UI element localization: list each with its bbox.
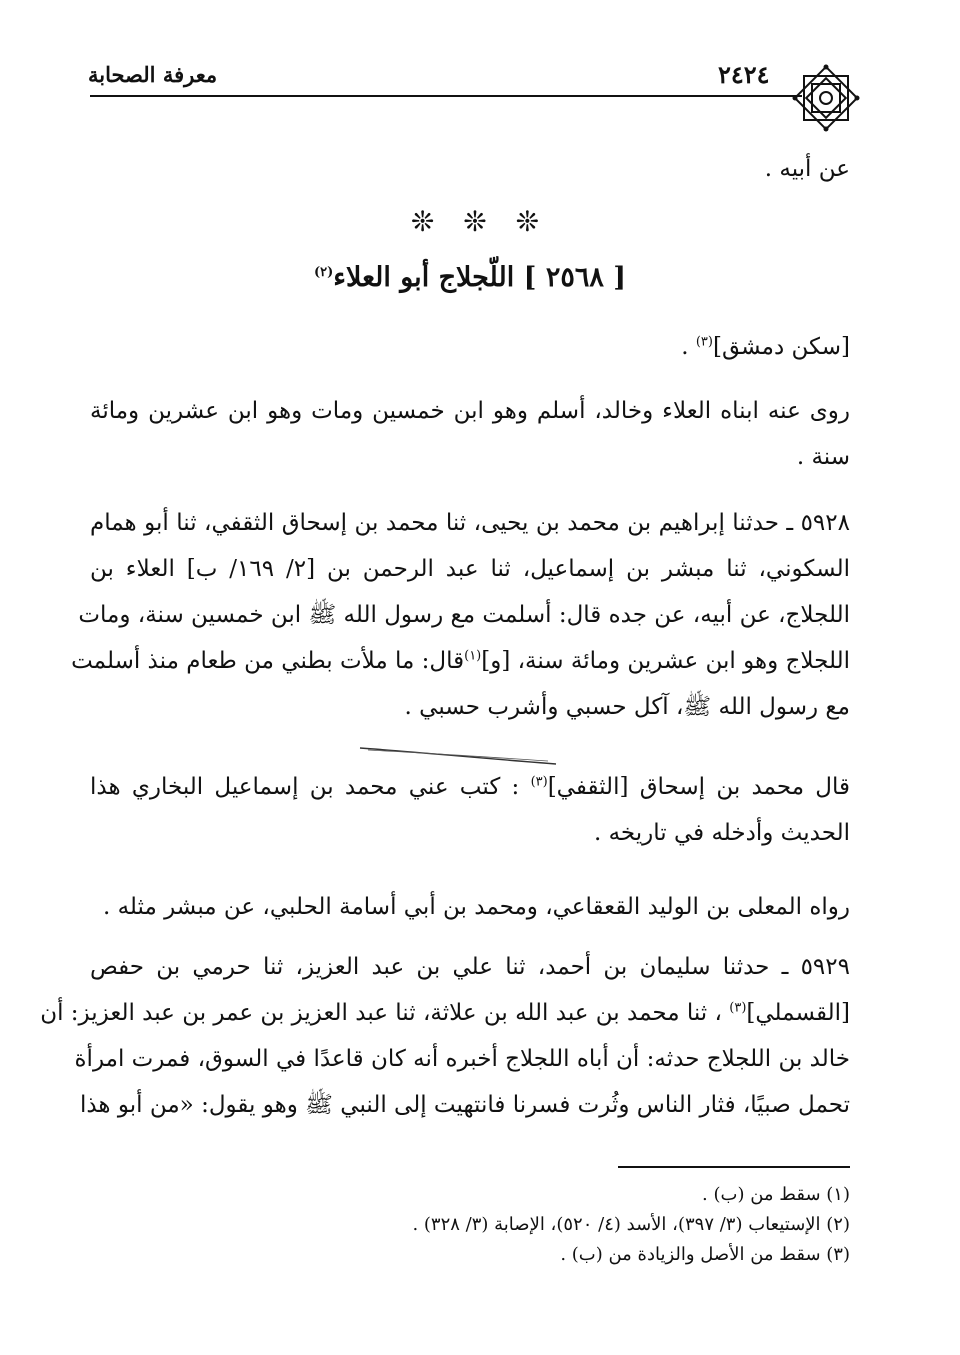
footnote-ref: (٢) xyxy=(313,265,334,280)
footnote-ref: (١) xyxy=(464,648,482,664)
hadith-5929 xyxy=(40,944,850,1128)
text-line: خالد بن اللجلاج حدثه: أن أباه اللجلاج أخبره أنه كان قاعدًا في السوق، فمرت امرأة xyxy=(74,1046,850,1072)
residence-text: [سكن دمشق] xyxy=(712,334,850,360)
running-title: معرفة الصحابة xyxy=(88,62,218,87)
octagram-ornament-icon xyxy=(790,62,862,134)
entry-name: اللّجلاج أبو العلاء xyxy=(333,262,515,293)
entry-heading xyxy=(90,262,850,293)
footnote-rule xyxy=(618,1166,850,1168)
text-segment: [القسملي] xyxy=(746,1000,850,1026)
section-separator: ❊ ❊ ❊ xyxy=(410,205,550,238)
footnote-ref: (٣) xyxy=(729,1000,747,1016)
riwaya-line xyxy=(90,884,850,930)
text-segment: قال محمد بن إسحاق [الثقفي] xyxy=(547,774,850,800)
opening-line xyxy=(90,146,850,192)
text-line xyxy=(90,764,850,810)
footnotes xyxy=(90,1180,850,1270)
footnote-ref: (٣) xyxy=(530,774,548,790)
footnote-2: (٢) الإستيعاب (٣/ ٣٩٧)، الأسد (٤/ ٥٢٠)، الإصابة (٣/ ٣٢٨) . xyxy=(412,1214,850,1235)
text-line: تحمل صبيًا، فثار الناس وثُرت فسرنا فانتهيت إلى النبي ﷺ وهو يقول: «من أبو هذا xyxy=(79,1092,850,1118)
text-line: مع رسول الله ﷺ، آكل حسبي وأشرب حسبي . xyxy=(404,694,850,720)
text-line: السكوني، ثنا مبشر بن إسماعيل، ثنا عبد الرحمن بن [٢/ ١٦٩/ ب] العلاء بن xyxy=(90,556,851,582)
text-line: سنة . xyxy=(796,444,850,470)
residence-tail: . xyxy=(681,334,696,360)
residence-line xyxy=(90,324,850,370)
text-segment: قال: ما ملأت بطني من طعام منذ أسلمت xyxy=(71,648,465,674)
header-rule xyxy=(90,95,802,97)
text-segment: ، ثنا محمد بن عبد الله بن علاثة، ثنا عبد العزيز بن عمر بن عبد العزيز: أن xyxy=(40,1000,730,1026)
text-segment: اللجلاج وهو ابن عشرين ومائة سنة، [و] xyxy=(481,648,850,674)
footnote-1: (١) سقط من (ب) . xyxy=(702,1184,850,1205)
page-number: ٢٤٢٤ xyxy=(718,60,770,89)
text-line: ٥٩٢٩ ـ حدثنا سليمان بن أحمد، ثنا علي بن عبد العزيز، ثنا حرمي بن حفص xyxy=(90,954,850,980)
footnote-ref: (٣) xyxy=(695,334,713,350)
biography-paragraph xyxy=(90,388,850,480)
text-segment: : كتب عني محمد بن إسماعيل البخاري هذا xyxy=(90,774,531,800)
text-line xyxy=(71,638,850,684)
text-line: اللجلاج، عن أبيه، عن جده قال: أسلمت مع رسول الله ﷺ ابن خمسين سنة، ومات xyxy=(78,602,850,628)
text-line: روى عنه ابناه العلاء وخالد، أسلم وهو ابن خمسين ومات وهو ابن عشرين ومائة xyxy=(90,398,850,424)
footnote-3: (٣) سقط من الأصل والزيادة من (ب) . xyxy=(560,1244,850,1265)
text-line xyxy=(40,990,850,1036)
entry-number: [ ٢٥٦٨ ] xyxy=(523,262,627,293)
text-line: ٥٩٢٨ ـ حدثنا إبراهيم بن محمد بن يحيى، ثنا محمد بن إسحاق الثقفي، ثنا أبو همام xyxy=(90,510,850,536)
hadith-5928 xyxy=(71,500,851,730)
bukhari-note xyxy=(90,764,850,856)
opening-line-text: عن أبيه . xyxy=(764,156,850,182)
text-line: رواه المعلى بن الوليد القعقاعي، ومحمد بن أبي أسامة الحلبي، عن مبشر مثله . xyxy=(102,894,850,920)
text-line: الحديث وأدخله في تاريخه . xyxy=(593,820,850,846)
